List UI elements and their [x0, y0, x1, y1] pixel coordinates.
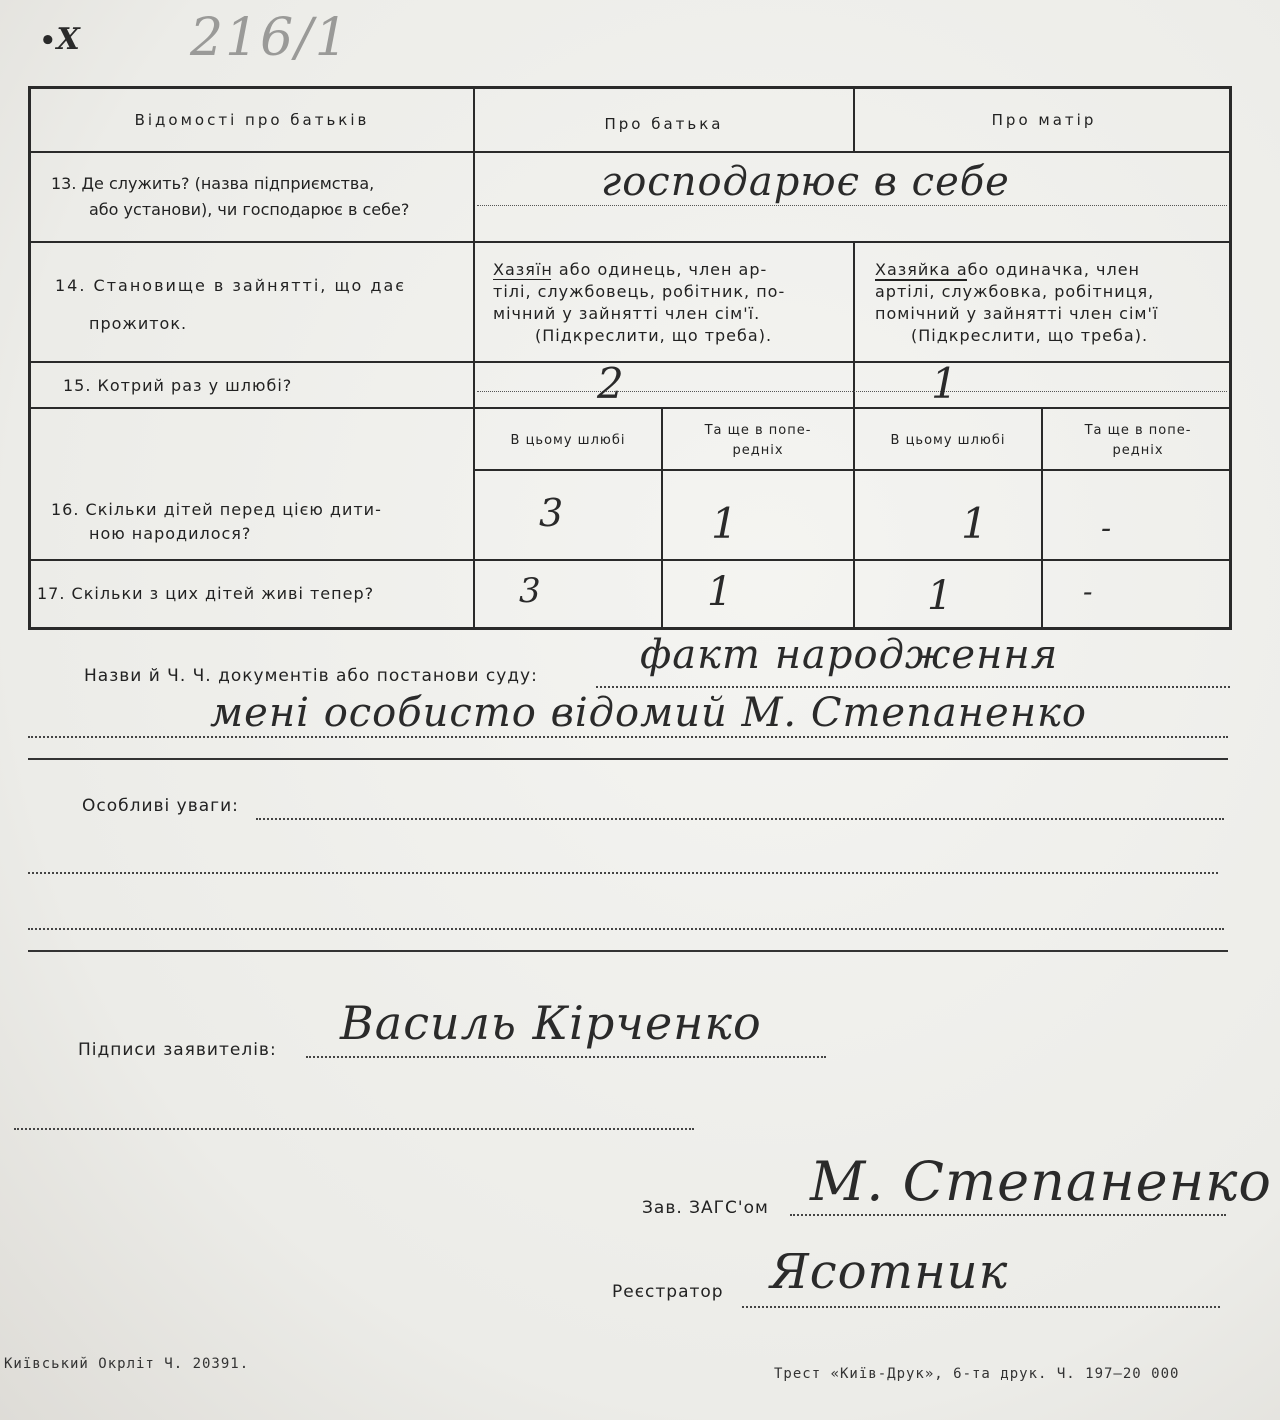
q14-mother-line2: артілі, службовка, робітниця,: [875, 282, 1155, 301]
subheader-father-prev-line1: Та ще в попе-: [704, 423, 812, 438]
row-divider: [31, 361, 1229, 363]
q15-father: 2: [597, 359, 625, 408]
subheader-mother-this: В цьому шлюбі: [890, 433, 1006, 448]
subheader-father-prev-line2: редніх: [732, 443, 784, 458]
subheader-mother-prev-line1: Та ще в попе-: [1084, 423, 1192, 438]
notes-dotted-line: [28, 928, 1224, 930]
documents-solid-line: [28, 758, 1228, 760]
q14-mother-line1: Хазяйка або одиначка, член: [875, 260, 1140, 279]
notes-dotted-line: [256, 818, 1224, 820]
documents-handwritten-line2: мені особисто відомий М. Степаненко: [210, 690, 1088, 736]
head-zags-signature: М. Степаненко: [810, 1150, 1272, 1213]
q15-label: 15. Котрий раз у шлюбі?: [63, 376, 293, 395]
corner-mark: ∙X: [40, 22, 81, 57]
applicants-label: Підписи заявителів:: [78, 1040, 277, 1060]
notes-label: Особливі уваги:: [82, 796, 239, 816]
head-zags-dotted-line: [790, 1214, 1226, 1216]
q16-father-prev: 1: [711, 499, 739, 548]
q16-mother-this: 1: [961, 499, 989, 548]
header-father: Про батька: [604, 115, 724, 133]
row-divider: [473, 469, 1229, 471]
underline-mark: [875, 279, 967, 281]
q14-father-line3: мічний у зайнятті член сім'ї.: [493, 304, 761, 323]
underline-mark: [493, 279, 551, 280]
documents-handwritten-line1: факт народження: [640, 632, 1059, 678]
q14-label-line2: прожиток.: [89, 314, 188, 333]
row-divider: [31, 151, 1229, 153]
applicants-dotted-line: [14, 1128, 694, 1130]
q16-mother-prev: -: [1101, 511, 1113, 546]
col-divider: [473, 89, 475, 630]
q14-father-line4: (Підкреслити, що треба).: [535, 326, 773, 345]
registrar-signature: Ясотник: [770, 1244, 1009, 1300]
q17-mother-this: 1: [927, 573, 954, 619]
registrar-dotted-line: [742, 1306, 1220, 1308]
writing-line: [477, 391, 1227, 392]
row-divider: [31, 407, 1229, 409]
documents-dotted-line: [596, 686, 1230, 688]
q17-label: 17. Скільки з цих дітей живі тепер?: [37, 584, 375, 603]
applicants-dotted-line: [306, 1056, 826, 1058]
q14-father-line2: тілі, службовець, робітник, по-: [493, 282, 786, 301]
q13-answer: господарює в себе: [601, 159, 1010, 205]
header-mother: Про матір: [991, 111, 1097, 129]
q17-father-prev: 1: [707, 569, 734, 615]
subheader-father-this: В цьому шлюбі: [510, 433, 626, 448]
registrar-label: Реєстратор: [612, 1282, 724, 1302]
q14-mother-line3: помічний у зайнятті член сім'ї: [875, 304, 1159, 323]
q13-label-line1: 13. Де служить? (назва підприємства,: [51, 174, 375, 193]
row-divider: [31, 241, 1229, 243]
head-zags-label: Зав. ЗАГС'ом: [642, 1198, 769, 1218]
q16-label-line2: ною народилося?: [89, 524, 252, 543]
q14-father-line1: Хазяїн або одинець, член ар-: [493, 260, 768, 279]
row-divider: [31, 559, 1229, 561]
q15-mother: 1: [931, 359, 959, 408]
q17-father-this: 3: [519, 571, 542, 611]
documents-dotted-line: [28, 736, 1228, 738]
footer-right: Трест «Київ-Друк», 6-та друк. Ч. 197—20 000: [774, 1366, 1180, 1382]
q16-father-this: 3: [539, 491, 565, 535]
q16-label-line1: 16. Скільки дітей перед цією дити-: [51, 500, 382, 519]
applicants-signature: Василь Кірченко: [340, 996, 762, 1050]
archive-number: 216/1: [190, 8, 350, 68]
parents-info-table: [28, 86, 1232, 630]
q14-mother-line4: (Підкреслити, що треба).: [911, 326, 1149, 345]
header-info: Відомості про батьків: [134, 111, 370, 129]
footer-left: Київський Окрліт Ч. 20391.: [4, 1356, 250, 1372]
q13-label-line2: або установи), чи господарює в себе?: [89, 200, 410, 219]
q14-label-line1: 14. Становище в зайнятті, що дає: [55, 276, 407, 295]
notes-solid-line: [28, 950, 1228, 952]
q17-mother-prev: -: [1083, 575, 1094, 608]
subheader-mother-prev-line2: редніх: [1112, 443, 1164, 458]
notes-dotted-line: [28, 872, 1218, 874]
writing-line: [477, 205, 1227, 206]
documents-label: Назви й Ч. Ч. документів або постанови суду:: [84, 666, 538, 686]
